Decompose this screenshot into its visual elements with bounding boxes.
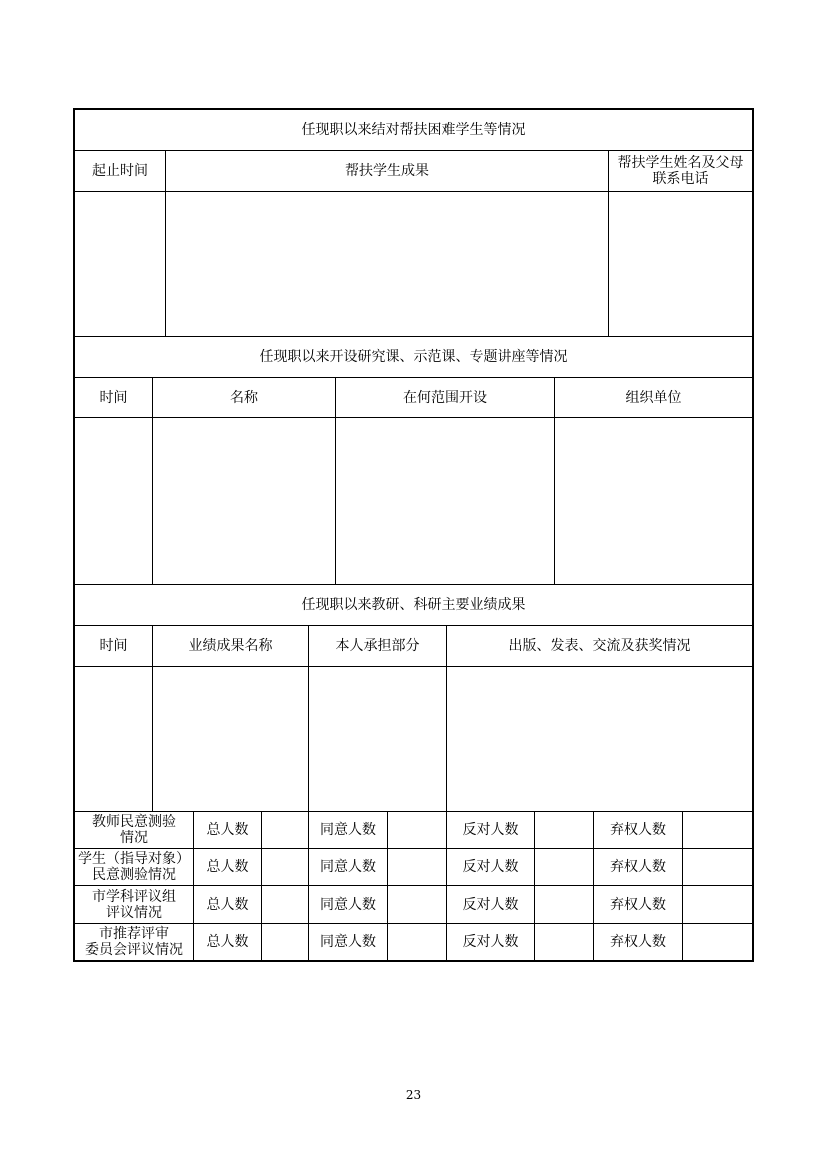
eval-row-teacher-oppose-value[interactable] xyxy=(535,812,593,848)
eval-row-student-agree-label: 同意人数 xyxy=(320,859,376,875)
eval-row-committee-label xyxy=(75,924,193,960)
header-course-scope: 在何范围开设 xyxy=(403,389,487,406)
eval-row-teacher-abstain-label: 弃权人数 xyxy=(610,822,666,838)
achievement-name-cell[interactable] xyxy=(153,667,308,811)
eval-row-subject-group-label xyxy=(75,886,193,923)
eval-row-student-label-line2: 民意测验情况 xyxy=(92,867,176,883)
eval-row-student-label xyxy=(75,849,193,885)
header-publication-awards: 出版、发表、交流及获奖情况 xyxy=(508,638,691,654)
eval-row-teacher-label xyxy=(75,812,193,848)
eval-row-teacher-abstain-value[interactable] xyxy=(683,812,752,848)
course-scope-cell[interactable] xyxy=(336,418,554,584)
header-student-name-phone-line2: 联系电话 xyxy=(652,171,709,187)
eval-row-committee-total-label: 总人数 xyxy=(206,934,249,950)
eval-row-subject-group-label-line2: 评议情况 xyxy=(106,904,162,921)
header-research-time: 时间 xyxy=(99,638,128,654)
eval-row-committee-abstain-label: 弃权人数 xyxy=(610,934,666,950)
header-course-name: 名称 xyxy=(230,389,258,406)
header-achievement-name: 业绩成果名称 xyxy=(188,638,273,654)
eval-row-subject-group-agree-value[interactable] xyxy=(388,886,446,923)
eval-row-teacher-total-value[interactable] xyxy=(262,812,308,848)
eval-row-subject-group-total-label: 总人数 xyxy=(206,896,249,913)
eval-row-subject-group-oppose-label: 反对人数 xyxy=(462,896,519,913)
header-course-time: 时间 xyxy=(99,389,128,406)
eval-row-subject-group-label-line1: 市学科评议组 xyxy=(92,888,176,905)
header-personal-part: 本人承担部分 xyxy=(335,638,420,654)
eval-row-committee-oppose-value[interactable] xyxy=(535,924,593,960)
eval-row-student-oppose-label: 反对人数 xyxy=(462,859,519,875)
eval-row-student-total-value[interactable] xyxy=(262,849,308,885)
eval-row-student-agree-value[interactable] xyxy=(388,849,446,885)
course-time-cell[interactable] xyxy=(76,418,152,584)
eval-row-committee-total-value[interactable] xyxy=(262,924,308,960)
header-student-name-phone xyxy=(609,151,752,191)
personal-part-cell[interactable] xyxy=(309,667,446,811)
eval-row-subject-group-oppose-value[interactable] xyxy=(535,886,593,923)
eval-row-student-abstain-value[interactable] xyxy=(683,849,752,885)
header-student-name-phone-line1: 帮扶学生姓名及父母 xyxy=(617,155,744,171)
eval-row-subject-group-abstain-label: 弃权人数 xyxy=(610,896,666,913)
eval-row-committee-label-line2: 委员会评议情况 xyxy=(85,942,183,958)
header-start-end-time: 起止时间 xyxy=(92,163,148,179)
eval-row-committee-abstain-value[interactable] xyxy=(683,924,752,960)
eval-row-teacher-label-line2: 情况 xyxy=(120,830,148,846)
course-organizer-cell[interactable] xyxy=(555,418,752,584)
research-time-cell[interactable] xyxy=(76,667,152,811)
header-help-results: 帮扶学生成果 xyxy=(345,163,429,179)
header-course-organizer: 组织单位 xyxy=(625,389,682,406)
eval-row-subject-group-total-value[interactable] xyxy=(262,886,308,923)
eval-row-student-label-line1: 学生（指导对象） xyxy=(78,851,190,867)
section-title-poverty-help: 任现职以来结对帮扶困难学生等情况 xyxy=(301,122,526,138)
eval-row-committee-label-line1: 市推荐评审 xyxy=(99,926,169,942)
eval-row-committee-oppose-label: 反对人数 xyxy=(462,934,519,950)
eval-row-subject-group-agree-label: 同意人数 xyxy=(320,896,376,913)
eval-row-committee-agree-label: 同意人数 xyxy=(320,934,376,950)
publication-awards-cell[interactable] xyxy=(447,667,752,811)
eval-row-student-abstain-label: 弃权人数 xyxy=(610,859,666,875)
poverty-help-contact-cell[interactable] xyxy=(609,192,752,336)
eval-row-teacher-label-line1: 教师民意测验 xyxy=(92,814,176,830)
section-title-courses: 任现职以来开设研究课、示范课、专题讲座等情况 xyxy=(259,349,568,365)
eval-row-teacher-agree-label: 同意人数 xyxy=(320,822,376,838)
section-title-research: 任现职以来教研、科研主要业绩成果 xyxy=(301,597,526,613)
page-number: 23 xyxy=(405,1088,422,1102)
eval-row-student-total-label: 总人数 xyxy=(206,859,249,875)
poverty-help-time-cell[interactable] xyxy=(76,192,165,336)
eval-row-teacher-oppose-label: 反对人数 xyxy=(462,822,519,838)
eval-row-committee-agree-value[interactable] xyxy=(388,924,446,960)
eval-row-student-oppose-value[interactable] xyxy=(535,849,593,885)
eval-row-teacher-agree-value[interactable] xyxy=(388,812,446,848)
eval-row-teacher-total-label: 总人数 xyxy=(206,822,249,838)
poverty-help-results-cell[interactable] xyxy=(166,192,608,336)
course-name-cell[interactable] xyxy=(153,418,335,584)
eval-row-subject-group-abstain-value[interactable] xyxy=(683,886,752,923)
